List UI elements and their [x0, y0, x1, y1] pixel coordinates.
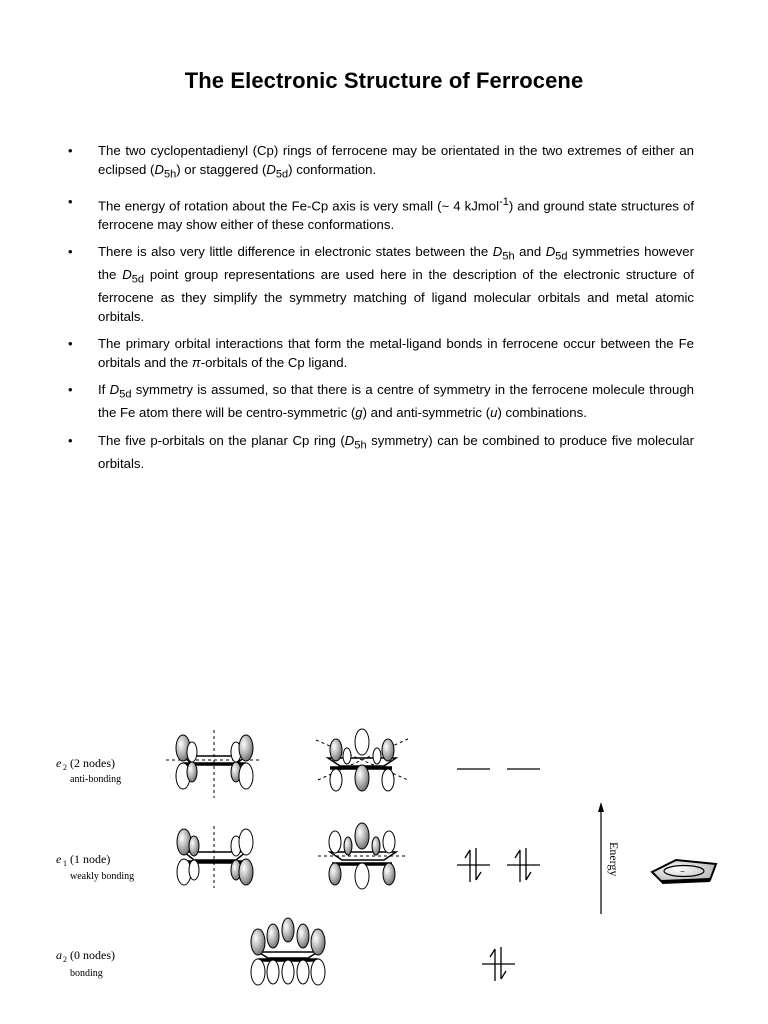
orbital-lobe-clear [282, 960, 294, 984]
bullet-text: The five p-orbitals on the planar Cp ring ( [98, 432, 345, 448]
orbital-lobe-shaded [251, 929, 265, 955]
mo-node-count: (2 nodes) [70, 756, 115, 770]
bullet-text: symmetries however the [98, 244, 694, 283]
orbital-lobe-shaded [344, 837, 352, 855]
unit-superscript: -1 [499, 195, 509, 208]
point-group-subscript: 5h [163, 168, 177, 181]
orbital-e1-b [318, 823, 408, 889]
point-group-letter: D [266, 161, 276, 177]
orbital-lobe-clear [355, 863, 369, 889]
bullet-item [64, 142, 694, 184]
bullet-item [64, 243, 694, 326]
point-group-subscript: 5d [119, 388, 132, 401]
orbital-lobe-shaded [282, 918, 294, 942]
bullet-item [64, 432, 694, 474]
orbital-lobe-clear [297, 960, 309, 984]
bullet-text: symmetry) can be combined to produce five molecular orbitals. [98, 432, 694, 472]
bullet-item [64, 335, 694, 372]
orbital-lobe-shaded [239, 859, 253, 885]
orbital-lobe-shaded [372, 837, 380, 855]
parity-g: g [355, 405, 363, 421]
parity-u: u [490, 405, 498, 421]
level-label-e2 [56, 756, 121, 785]
bullet-text: If [98, 382, 110, 398]
bullet-dot: • [68, 143, 73, 158]
orbital-lobe-clear [267, 960, 279, 984]
orbital-lobe-shaded [297, 924, 309, 948]
bullet-text: The two cyclopentadienyl (Cp) rings of ferrocene may be orientated in the two extremes of either an eclipsed ( [98, 143, 694, 177]
orbital-lobe-clear [329, 831, 341, 853]
mo-bonding-character: bonding [70, 968, 103, 979]
orbital-lobe-clear [355, 729, 369, 755]
bullet-dot: • [68, 193, 73, 209]
bullet-dot: • [68, 432, 73, 448]
orbital-lobe-clear [239, 763, 253, 789]
bullet-text: ) or staggered ( [176, 161, 267, 177]
point-group-letter: D [109, 382, 120, 398]
electron-spin-up [490, 949, 495, 981]
energy-axis-arrowhead [598, 802, 604, 812]
electron-spin-up [515, 850, 520, 882]
mo-node-count: (0 nodes) [70, 948, 115, 962]
orbital-lobe-shaded [330, 739, 342, 761]
orbital-lobe-shaded [355, 823, 369, 849]
orbital-lobe-clear [373, 748, 381, 764]
point-group-letter: D [154, 161, 164, 177]
orbital-lobe-shaded [382, 739, 394, 761]
point-group-letter: D [545, 244, 556, 260]
bullet-item [64, 381, 694, 423]
point-group-letter: D [492, 244, 503, 260]
point-group-subscript: 5d [555, 250, 568, 263]
bullet-text: The primary orbital interactions that form the metal-ligand bonds in ferrocene occur between the Fe orbitals and the [98, 336, 694, 370]
electron-spin-up [465, 850, 470, 882]
bullet-text: point group representations are used here in the description of the electronic structure of ferrocene as they simplify the symmetry matching of ligand molecular orbitals and metal atomic orbitals. [98, 267, 695, 324]
orbital-a2 [251, 918, 325, 985]
orbital-lobe-clear [343, 748, 351, 764]
bullet-text: ) conformation. [288, 161, 377, 177]
point-group-subscript: 5d [131, 273, 144, 286]
electron-spin-down [476, 848, 481, 880]
point-group-subscript: 5h [502, 250, 515, 263]
mo-symmetry-letter: a [56, 948, 62, 962]
orbital-lobe-shaded [187, 762, 197, 782]
electron-spin-down [526, 848, 531, 880]
bullet-list [64, 142, 694, 483]
bullet-item [64, 193, 694, 234]
orbital-e2-a [166, 730, 262, 798]
bullet-text: ) and anti-symmetric ( [362, 405, 491, 421]
orbital-lobe-clear [187, 742, 197, 762]
pi-symbol: π [191, 354, 201, 370]
mo-symmetry-subscript: 2 [63, 763, 67, 772]
orbital-lobe-clear [330, 769, 342, 791]
bullet-dot: • [68, 382, 73, 398]
point-group-subscript: 5h [354, 439, 367, 452]
energy-level-a2 [482, 947, 515, 981]
orbital-lobe-shaded [311, 929, 325, 955]
cp-anion-ring [652, 860, 716, 882]
cp-ring-outline [258, 952, 318, 958]
cp-mo-diagram [0, 700, 768, 1024]
bullet-text: There is also very little difference in electronic states between the [98, 244, 493, 260]
cp-ring-front-bond [662, 880, 710, 882]
bullet-text: -orbitals of the Cp ligand. [200, 354, 348, 370]
cp-negative-charge: − [680, 867, 685, 876]
energy-axis [598, 802, 621, 914]
orbital-e2-b [316, 729, 410, 791]
level-label-e1 [56, 852, 134, 882]
orbital-lobe-shaded [329, 863, 341, 885]
electron-spin-down [501, 947, 506, 979]
mo-symmetry-letter: e [56, 756, 62, 770]
mo-node-count: (1 node) [70, 852, 111, 866]
orbital-lobe-clear [251, 959, 265, 985]
orbital-lobe-clear [189, 860, 199, 880]
point-group-letter: D [344, 432, 355, 448]
mo-symmetry-subscript: 1 [63, 859, 67, 868]
page-title: The Electronic Structure of Ferrocene [184, 68, 584, 93]
mo-symmetry-letter: e [56, 852, 62, 866]
orbital-lobe-clear [311, 959, 325, 985]
orbital-lobe-clear [382, 769, 394, 791]
bullet-dot: • [68, 336, 73, 352]
bullet-text: symmetry is assumed, so that there is a centre of symmetry in the ferrocene molecule through the Fe atom there will be centro-symmetric ( [98, 382, 695, 421]
orbital-lobe-clear [239, 829, 253, 855]
point-group-subscript: 5d [275, 168, 289, 181]
bullet-text: and [514, 244, 546, 260]
orbital-lobe-shaded [267, 924, 279, 948]
mo-symmetry-subscript: 2 [63, 955, 67, 964]
orbital-lobe-shaded [239, 735, 253, 761]
orbital-lobe-shaded [355, 765, 369, 791]
bullet-dot: • [68, 244, 73, 260]
orbital-lobe-shaded [383, 863, 395, 885]
bullet-text: ) combinations. [497, 405, 587, 421]
level-label-a2 [56, 948, 115, 979]
point-group-letter: D [122, 267, 132, 283]
energy-level-e1 [457, 848, 540, 882]
bullet-text: ) and ground state structures of ferrocene may show either of these conformations. [98, 198, 694, 232]
orbital-e1-a [177, 826, 253, 888]
mo-bonding-character: weakly bonding [70, 871, 135, 882]
energy-axis-label: Energy [607, 842, 621, 877]
orbital-lobe-shaded [189, 836, 199, 856]
mo-bonding-character: anti-bonding [70, 774, 122, 785]
orbital-lobe-clear [383, 831, 395, 853]
bullet-text: The energy of rotation about the Fe-Cp axis is very small (~ 4 kJmol [98, 198, 500, 214]
